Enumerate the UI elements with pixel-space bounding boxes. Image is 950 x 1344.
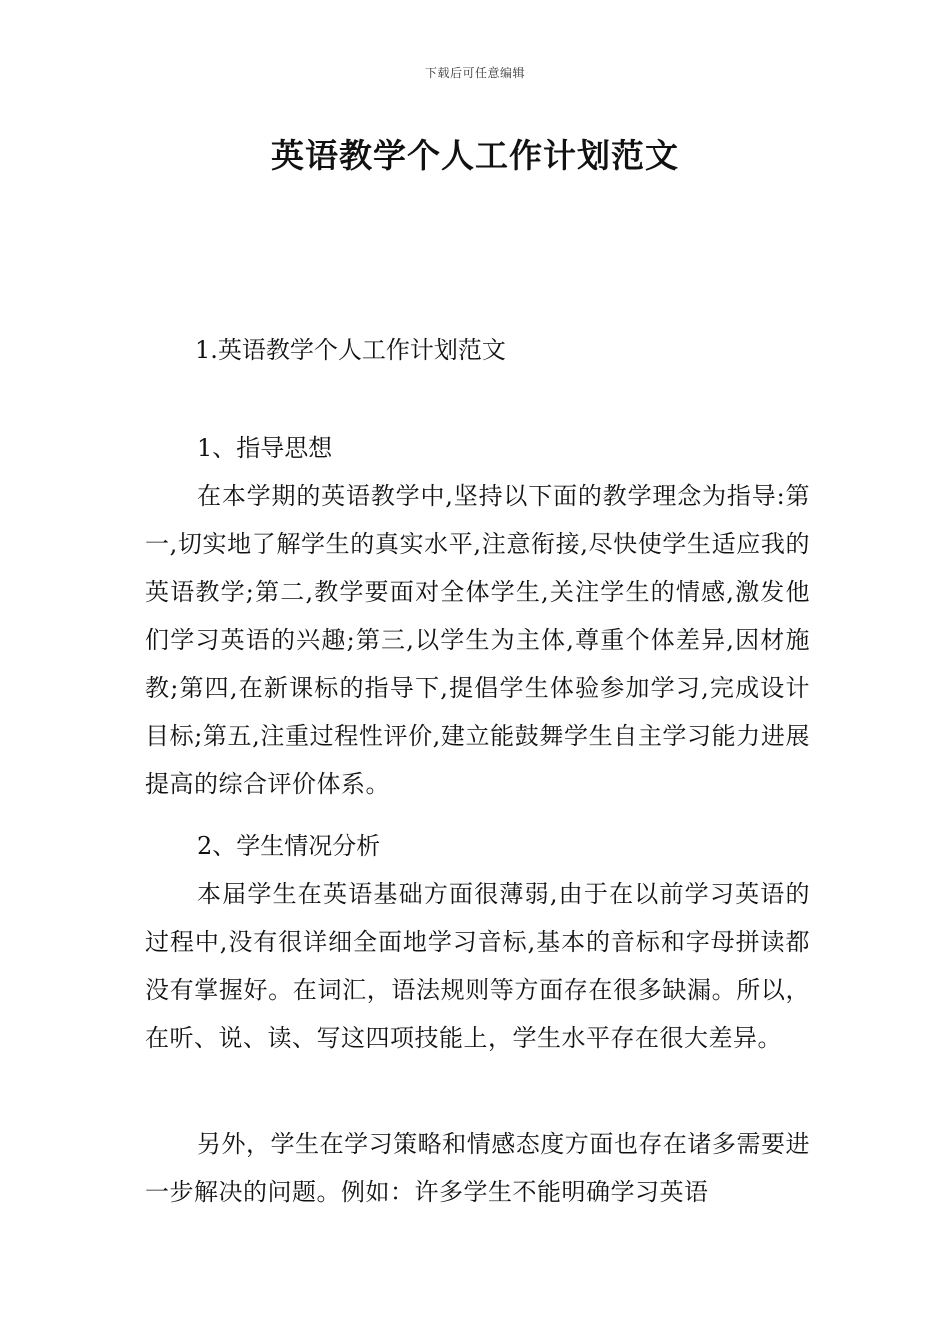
subtitle: 1.英语教学个人工作计划范文 — [195, 336, 506, 364]
section-heading-2: 2、学生情况分析 — [197, 832, 381, 860]
header-note: 下载后可任意编辑 — [424, 66, 525, 80]
paragraph-guiding-ideology: 在本学期的英语教学中,坚持以下面的教学理念为指导:第一,切实地了解学生的真实水平,注意衔接,尽快使学生适应我的英语教学;第二,教学要面对全体学生,关注学生的情感,激发他们学习英语的兴趣;第三,以学生为主体,尊重个体差异,因材施教;第四,在新课标的指导下,提倡学生体验参加学习,完成设计目标;第五,注重过程性评价,建立能鼓舞学生自主学习能力进展提高的综合评价体系。 — [145, 482, 810, 798]
section-heading-1: 1、指导思想 — [197, 434, 333, 462]
paragraph-additional-issues: 另外，学生在学习策略和情感态度方面也存在诸多需要进一步解决的问题。例如：许多学生不能明确学习英语 — [145, 1130, 810, 1206]
page-title: 英语教学个人工作计划范文 — [271, 136, 679, 175]
paragraph-student-analysis: 本届学生在英语基础方面很薄弱,由于在以前学习英语的过程中,没有很详细全面地学习音标,基本的音标和字母拼读都没有掌握好。在词汇，语法规则等方面存在很多缺漏。所以，在听、说、读、写这四项技能上，学生水平存在很大差异。 — [145, 880, 810, 1052]
